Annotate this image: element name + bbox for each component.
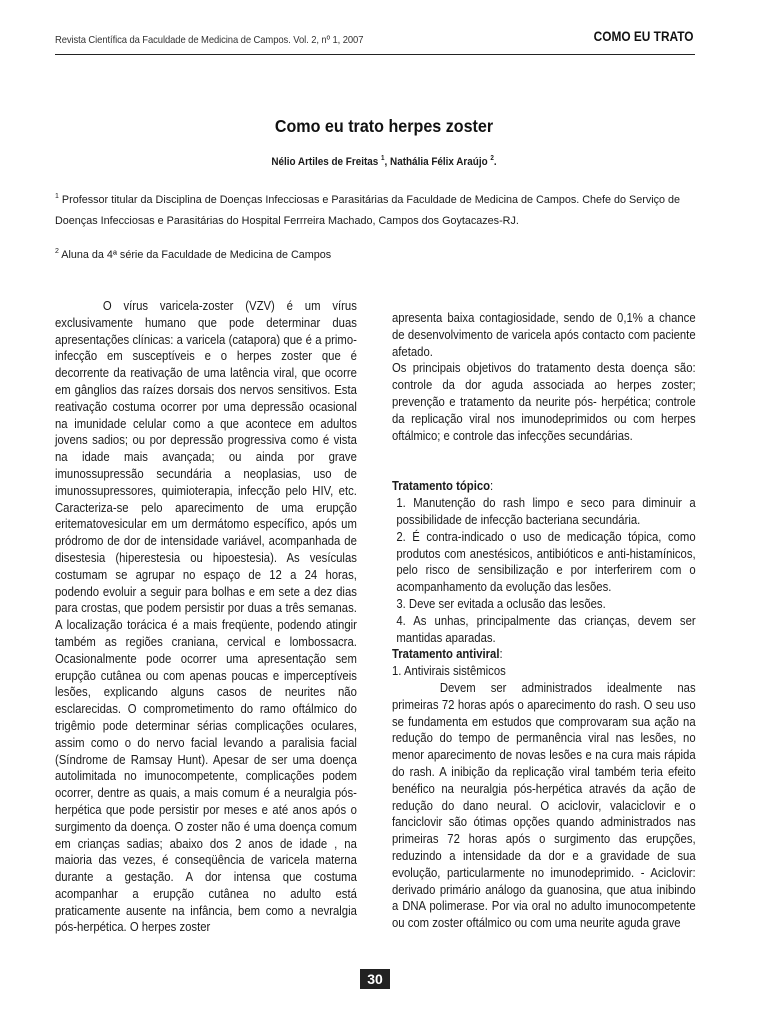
body-column-left xyxy=(55,298,357,936)
affiliation-marker: 1 xyxy=(55,193,59,200)
list-item: 2. É contra-indicado o uso de medicação tópica, como produtos com anestésicos, antibióticos e anti-histamínicos, pelo risco de sensibilização e por interferirem com o acompanhamento da evolução das lesões. xyxy=(396,528,696,595)
author-line xyxy=(38,156,729,168)
affiliation-1 xyxy=(55,190,695,232)
affiliation-text: Aluna da 4ª série da Faculdade de Medicina de Campos xyxy=(58,249,332,261)
subheading-text: Tratamento tópico xyxy=(392,478,491,494)
body-paragraph: apresenta baixa contagiosidade, sendo de 0,1% a chance de desenvolvimento de varicela após contacto com paciente afetado. xyxy=(392,310,696,359)
page-number: 30 xyxy=(360,969,390,989)
author-name: Nathália Félix Araújo xyxy=(390,156,488,168)
subheading-antiviral xyxy=(392,646,696,663)
body-column-right xyxy=(392,310,696,932)
author-line-end: . xyxy=(493,156,497,168)
body-paragraph: Os principais objetivos do tratamento desta doença são: controle da dor aguda associada ao herpes zoster; prevenção e tratamento da neurite pós- herpética; controle da replicação viral nos imunodeprimidos ou com herpes oftálmico; e controle das infecções secundárias. xyxy=(392,360,696,443)
body-paragraph: O vírus varicela-zoster (VZV) é um vírus exclusivamente humano que pode determinar duas apresentações clínicas: a varicela (catapora) que é a primo-infecção em susceptíveis e o herpes zoster que é decorrente da reativação de uma latência viral, que ocorre em gânglios das raízes dorsais dos nervos sensitivos. Esta reativação costuma ocorrer por uma depressão ocasional na imunidade celular como a que acontece em adultos jovens sadios; ou por depressão progressiva como é vista na idade mais avançada; ou ainda por grave imunossupressão secundária a neoplasias, uso de imunossupressores, quimioterapia, infecção pelo HIV, etc. Caracteriza-se pelo aparecimento de uma erupção eritematovesicular em um dermátomo específico, após um pródromo de dor de intensidade variável, acompanhada de disestesia (hiperestesia ou hipoestesia). As vesículas costumam se agrupar no espaço de 12 a 24 horas, podendo evoluir a seguir para bolhas e em sete a dez dias para crostas, que podem persistir por duas a três semanas. A localização torácica é a mais freqüente, podendo atingir também as regiões craniana, cervical e lombossacra. Ocasionalmente pode ocorrer uma apresentação sem erupção cutânea ou com apenas poucas e imperceptíveis lesões, explicando alguns casos de neurites não esclarecidas. O comprometimento do ramo oftálmico do trigêmio pode determinar sérias complicações oculares, assim como o do nervo facial levando a paralisia facial (Síndrome de Ramsay Hunt). Apesar de ser uma doença autolimitada no imunocompetente, complicações podem ocorrer, dentre as quais, a mais comum é a neuralgia pós-herpética que pode persistir por meses e até anos após o surgimento da doença. O zoster não é uma doença comum em crianças sadias; abaixo dos 2 anos de idade , na maioria das vezes, é conseqüência de varicela materna durante a gestação. A dor intensa que costuma acompanhar a erupção cutânea no adulto está praticamente ausente na infância, bem como a nevralgia pós-herpética. O herpes zoster xyxy=(55,298,357,935)
paragraph-gap xyxy=(392,444,696,478)
list-item: 3. Deve ser evitada a oclusão das lesões. xyxy=(396,595,606,611)
running-header xyxy=(55,28,695,55)
list-item: 1. Manutenção do rash limpo e seco para diminuir a possibilidade de infecção bacteriana secundária. xyxy=(396,495,696,527)
sub-subheading: 1. Antivirais sistêmicos xyxy=(392,663,506,679)
body-paragraph: Devem ser administrados idealmente nas primeiras 72 horas após o aparecimento do rash. O seu uso se fundamenta em estudos que comprovaram sua ação na redução do tempo de permanência viral nas lesões, no menor aparecimento de novas lesões e na cura mais rápida do rash. A inibição da replicação viral também teria efeito benéfico na neuralgia pós-herpética através da ação de redução do dano neural. O aciclovir, valaciclovir e o fanciclovir são ótimas opções quando administrados nas primeiras 72 horas após o surgimento das erupções, reduzindo a intensidade da dor e a gravidade de sua evolução, particularmente no imunodeprimido. - Aciclovir: derivado primário análogo da guanosina, que atua inibindo a DNA polimerase. Por via oral no adulto imunocompetente ou com zoster oftálmico ou com uma neurite aguda grave xyxy=(392,679,696,931)
subheading-colon: : xyxy=(490,478,494,494)
journal-citation: Revista Científica da Faculdade de Medicina de Campos. Vol. 2, nº 1, 2007 xyxy=(55,34,364,46)
affiliation-text: Professor titular da Disciplina de Doenças Infecciosas e Parasitárias da Faculdade de Medicina de Campos. Chefe do Serviço de Doenças Infecciosas e Parasitárias do Hospital Ferrreira Machado, Campos dos Goytacazes-RJ. xyxy=(55,194,681,227)
affiliation-2 xyxy=(55,245,695,266)
subheading-text: Tratamento antiviral xyxy=(392,646,500,662)
author-affiliation-marker: 2 xyxy=(490,155,494,162)
section-label: COMO EU TRATO xyxy=(593,29,693,44)
author-name: Nélio Artiles de Freitas xyxy=(271,156,379,168)
author-separator: , xyxy=(384,156,391,168)
subheading-topico xyxy=(392,478,696,495)
subheading-colon: : xyxy=(499,646,503,662)
author-affiliation-marker: 1 xyxy=(381,155,385,162)
list-item: 4. As unhas, principalmente das crianças, devem ser mantidas aparadas. xyxy=(396,612,696,645)
article-title: Como eu trato herpes zoster xyxy=(274,116,494,136)
affiliation-marker: 2 xyxy=(55,248,59,255)
